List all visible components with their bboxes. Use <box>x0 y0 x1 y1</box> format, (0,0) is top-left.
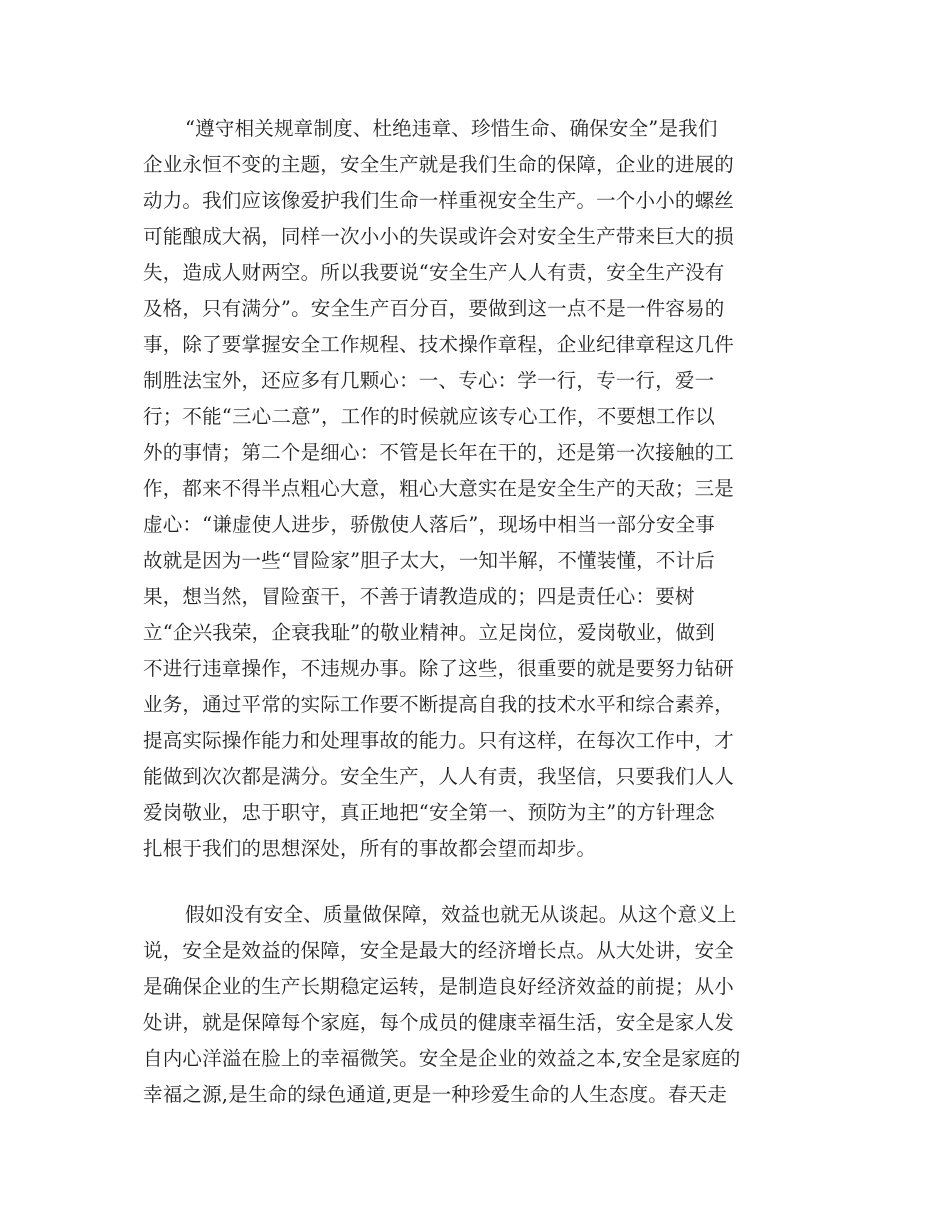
paragraph-1-line-9: 行；不能“三心二意”，工作的时候就应该专心工作，不要想工作以 <box>143 405 715 428</box>
paragraph-1-line-20: 爱岗敬业，忠于职守，真正地把“安全第一、预防为主”的方针理念 <box>143 801 715 824</box>
paragraph-1-line-2: 企业永恒不变的主题，安全生产就是我们生命的保障，企业的进展的 <box>143 153 735 176</box>
paragraph-1-line-18: 提高实际操作能力和处理事故的能力。只有这样，在每次工作中，才 <box>143 729 735 752</box>
paragraph-2-line-5: 自内心洋溢在脸上的幸福微笑。安全是企业的效益之本,安全是家庭的 <box>143 1047 741 1070</box>
paragraph-1-line-8: 制胜法宝外，还应多有几颗心：一、专心：学一行，专一行，爱一 <box>143 369 715 392</box>
paragraph-1-line-3: 动力。我们应该像爱护我们生命一样重视安全生产。一个小小的螺丝 <box>143 189 735 212</box>
paragraph-1-line-10: 外的事情；第二个是细心：不管是长年在干的，还是第一次接触的工 <box>143 441 735 464</box>
paragraph-1-line-4: 可能酿成大祸，同样一次小小的失误或许会对安全生产带来巨大的损 <box>143 225 735 248</box>
paragraph-1-line-17: 业务，通过平常的实际工作要不断提高自我的技术水平和综合素养， <box>143 693 735 716</box>
paragraph-1-line-15: 立“企兴我荣，企衰我耻”的敬业精神。立足岗位，爱岗敬业，做到 <box>143 621 715 644</box>
paragraph-1-line-19: 能做到次次都是满分。安全生产，人人有责，我坚信，只要我们人人 <box>143 765 735 788</box>
paragraph-2-line-4: 处讲，就是保障每个家庭，每个成员的健康幸福生活，安全是家人发 <box>143 1011 735 1034</box>
paragraph-2-line-1: 假如没有安全、质量做保障，效益也就无从谈起。从这个意义上 <box>185 903 737 926</box>
paragraph-1-line-1: “遵守相关规章制度、杜绝违章、珍惜生命、确保安全”是我们 <box>185 117 718 140</box>
paragraph-2-line-3: 是确保企业的生产长期稳定运转，是制造良好经济效益的前提；从小 <box>143 975 735 998</box>
paragraph-2-line-6: 幸福之源,是生命的绿色通道,更是一种珍爱生命的人生态度。春天走 <box>143 1083 728 1106</box>
paragraph-1-line-6: 及格，只有满分”。安全生产百分百，要做到这一点不是一件容易的 <box>143 297 725 320</box>
paragraph-1-line-5: 失，造成人财两空。所以我要说“安全生产人人有责，安全生产没有 <box>143 261 725 284</box>
paragraph-1-line-7: 事，除了要掌握安全工作规程、技术操作章程，企业纪律章程这几件 <box>143 333 735 356</box>
paragraph-2-line-2: 说，安全是效益的保障，安全是最大的经济增长点。从大处讲，安全 <box>143 939 735 962</box>
paragraph-1-line-13: 故就是因为一些“冒险家”胆子太大，一知半解，不懂装懂，不计后 <box>143 549 715 572</box>
paragraph-1-line-12: 虚心：“谦虚使人进步，骄傲使人落后”，现场中相当一部分安全事 <box>143 513 715 536</box>
paragraph-1-line-16: 不进行违章操作，不违规办事。除了这些，很重要的就是要努力钻研 <box>143 657 735 680</box>
paragraph-1-line-11: 作，都来不得半点粗心大意，粗心大意实在是安全生产的天敌；三是 <box>143 477 735 500</box>
paragraph-1-line-14: 果，想当然，冒险蛮干，不善于请教造成的；四是责任心：要树 <box>143 585 695 608</box>
paragraph-1-line-21: 扎根于我们的思想深处，所有的事故都会望而却步。 <box>143 837 597 860</box>
